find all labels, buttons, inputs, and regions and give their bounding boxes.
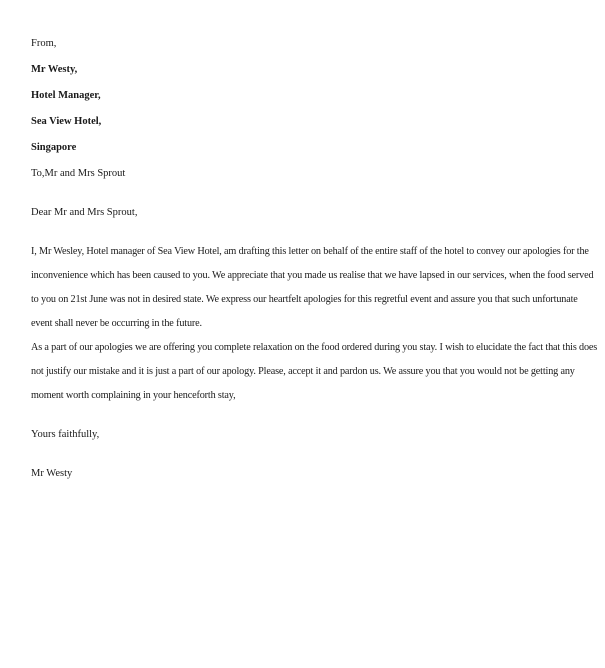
recipient-line: To,Mr and Mrs Sprout: [31, 168, 126, 179]
from-label: From,: [31, 38, 57, 49]
body-line: moment worth complaining in your henceforth stay,: [31, 390, 236, 401]
hotel-name: Sea View Hotel,: [31, 116, 102, 127]
body-line: inconvenience which has been caused to you. We appreciate that you made us realise that we have lapsed in our services, when the food served: [31, 270, 594, 281]
body-line: event shall never be occurring in the future.: [31, 318, 202, 329]
city: Singapore: [31, 142, 77, 153]
body-line: not justify our mistake and it is just a part of our apology. Please, accept it and pardon us. We assure you that you would not be getting any: [31, 366, 575, 377]
body-line: to you on 21st June was not in desired state. We express our heartfelt apologies for this regretful event and assure you that such unfortunate: [31, 294, 578, 305]
signature: Mr Westy: [31, 468, 73, 479]
sender-name: Mr Westy,: [31, 64, 78, 75]
body-line: I, Mr Wesley, Hotel manager of Sea View Hotel, am drafting this letter on behalf of the entire staff of the hotel to convey our apologies for the: [31, 246, 589, 257]
sender-title: Hotel Manager,: [31, 90, 101, 101]
closing: Yours faithfully,: [31, 429, 100, 440]
salutation: Dear Mr and Mrs Sprout,: [31, 207, 138, 218]
body-line: As a part of our apologies we are offering you complete relaxation on the food ordered during you stay. I wish to elucidate the fact that this does: [31, 342, 598, 353]
